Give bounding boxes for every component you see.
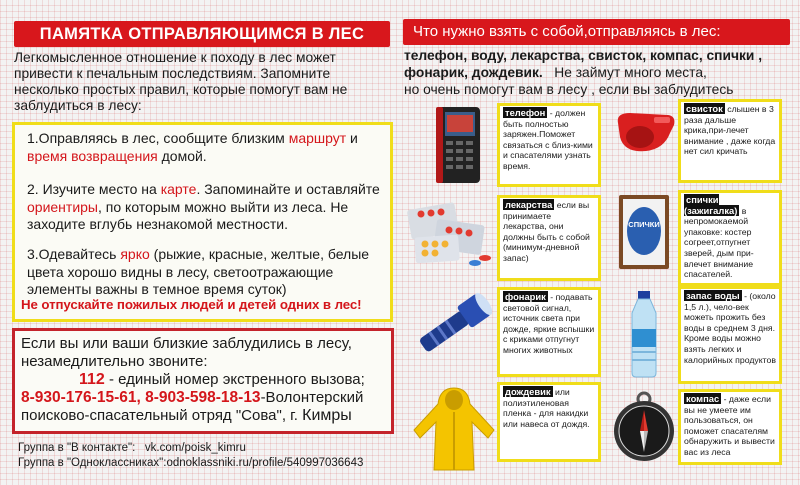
rule-2-map: карте [160, 181, 197, 197]
emergency-number-line [21, 371, 385, 389]
volunteer-line [21, 389, 385, 425]
raincoat-tag: дождевик [505, 386, 551, 397]
raincoat-icon [408, 382, 500, 474]
rule-2-mid: . Запоминайте и оставляйте [196, 181, 380, 197]
compass-tag: компас [686, 393, 720, 404]
footer-vk [18, 442, 246, 454]
flashlight-text: - подавать световой сигнал, источник света при дожде, яркие вспышки с криками отпугнут многих животных [503, 292, 595, 355]
water-card [678, 286, 782, 384]
right-title: Что нужно взять с собой,отправляясь в лес: [403, 19, 790, 45]
rule-3 [27, 246, 384, 299]
right-intro-2: но очень помогут вам в лесу , если вы заблудитесь [404, 82, 734, 97]
raincoat-card [497, 382, 601, 462]
flashlight-card [497, 287, 601, 377]
emergency-box [12, 328, 394, 434]
rule-2 [27, 181, 384, 234]
phone-card [497, 103, 601, 187]
footer-vk-label: Группа в "В контакте": [18, 442, 136, 454]
phone-icon [424, 103, 492, 185]
compass-text: - даже если вы не умеете им пользоваться, он поможет спасателям обнаружить и вывести вас из леса [684, 394, 775, 457]
rule-1-text: 1.Оправляясь в лес, сообщите близким [27, 130, 289, 146]
items-list: телефон, воду, лекарства, свисток, компас, спички , фонарик, дождевик. [404, 48, 763, 80]
volunteer-city: Кимры [302, 407, 352, 424]
rules-warning: Не отпускайте пожилых людей и детей одних в лес! [21, 297, 362, 312]
footer-ok-label: Группа в "Одноклассниках": [18, 457, 167, 469]
left-intro: Легкомысленное отношение к походу в лес может привести к печальным последствиям. Запомните несколько простых правил, которые помогут вам не заблудиться в лесу: [14, 50, 348, 113]
volunteer-phones[interactable]: 8-930-176-15-61, 8-903-598-18-13 [21, 389, 261, 406]
phone-tag: телефон [505, 107, 546, 118]
volunteer-team: -Волонтерский поисково-спасательный отряд "Сова", г. [21, 389, 364, 424]
compass-icon [609, 385, 679, 463]
compass-card [678, 389, 782, 465]
footer-vk-link[interactable]: vk.com/poisk_kimru [144, 442, 246, 454]
medicine-card [497, 195, 601, 281]
raincoat-text: или полиэтиленовая пленка - для накидки или навеса от дождя. [503, 387, 590, 429]
rule-2-text: 2. Изучите место на [27, 181, 161, 197]
intro-tail-1: Не займут много места, [554, 65, 707, 80]
medicine-tag: лекарства [505, 199, 553, 210]
water-tag: запас воды [686, 290, 740, 301]
medicine-text: если вы принимаете лекарства, они должны быть с собой (минимум-дневной запас) [503, 200, 590, 263]
matches-card [678, 190, 782, 286]
left-title: ПАМЯТКА ОТПРАВЛЯЮЩИМСЯ В ЛЕС [14, 21, 390, 47]
whistle-card [678, 99, 782, 183]
matchbox-icon [613, 191, 677, 273]
emergency-number-desc: - единый номер экстренного вызова; [104, 371, 365, 388]
water-text: - (около 1,5 л.), чело-век можеть прожить без воды в среднем 3 дня. Кроме воды можно взять легких и калорийных продуктов [684, 291, 776, 365]
rule-3-tail: (рыжие, красные, желтые, белые цвета хорошо видны в лесу, светоотражающие элементы важны в темное время суток) [27, 246, 370, 297]
whistle-text: слышен в 3 раза дальше крика,при-лечет внимание , даже когда нет сил кричать [684, 104, 776, 157]
rule-1-route: маршрут [288, 130, 347, 146]
matchbox-label: СПИЧКИ [628, 220, 660, 229]
right-intro [404, 47, 794, 81]
phone-text: - должен быть полностью заряжен.Поможет связаться с близ-кими и спасателями узнать время. [503, 108, 593, 171]
flashlight-icon [410, 289, 500, 359]
rules-box [12, 122, 393, 322]
matches-tag: спички (зажигалка) [684, 194, 738, 216]
rule-1-time: время возвращения [27, 147, 158, 164]
rule-2-landmarks: ориентиры [27, 198, 98, 215]
rule-1-and: и [346, 130, 358, 146]
rule-2-tail: , по которым можно выйти из леса. Не заходите вглубь незнакомой местности. [27, 198, 349, 232]
emergency-number[interactable]: 112 [79, 371, 105, 388]
rule-1-tail: домой. [157, 147, 207, 164]
emergency-intro: Если вы или ваши близкие заблудились в лесу, незамедлительно звоните: [21, 335, 352, 370]
flashlight-tag: фонарик [505, 291, 546, 302]
footer-ok [18, 457, 363, 469]
rule-3-bright: ярко [120, 246, 150, 262]
matches-text: в непромокаемой упаковке: костер согреет,отпугнет зверей, дым при-влечет внимание спасателей. [684, 205, 754, 280]
rule-1 [27, 130, 384, 165]
pills-icon [405, 200, 497, 270]
footer-ok-link[interactable]: odnoklassniki.ru/profile/540997036643 [166, 457, 364, 469]
rule-3-text: 3.Одевайтесь [27, 246, 121, 262]
whistle-tag: свисток [686, 103, 723, 114]
whistle-icon [610, 103, 680, 163]
water-bottle-icon [624, 289, 664, 379]
